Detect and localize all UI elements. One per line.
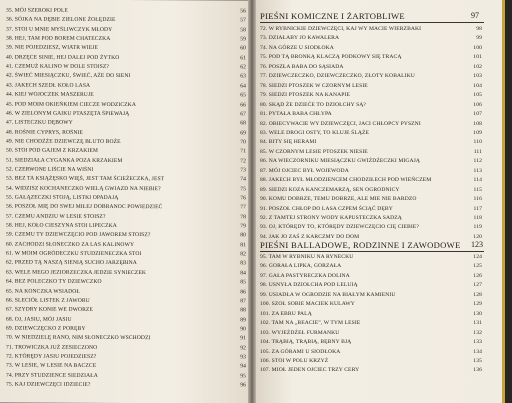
toc-entry [256, 311, 502, 319]
toc-entry-page: 66 [240, 101, 246, 108]
toc-entry [256, 168, 502, 176]
toc-entry-title: 102. TAM NA „BEACIE”, W TYM LESIE [260, 320, 361, 327]
section-heading-comic: PIEŚNI KOMICZNE I ŻARTOBLIWE [260, 11, 405, 21]
toc-entry-title: 73. W LESIE, W LESIE NA BACZCE [6, 362, 97, 370]
toc-entry [256, 121, 502, 129]
toc-entry [0, 82, 248, 91]
toc-entry-page: 124 [473, 254, 482, 260]
toc-entry-page: 119 [473, 224, 482, 231]
toc-entry-page: 67 [240, 111, 246, 118]
toc-entry-title: 58. HEJ, KOŁO CIESZYNA STOI LIPECZKA [6, 222, 117, 230]
left-page [0, 0, 248, 403]
toc-entry-page: 114 [473, 177, 482, 184]
toc-entry-title: 88. JAKECH BYŁ MŁODZIENCEM CHODZIŁECH POD WIEŃCZEM [260, 177, 432, 184]
toc-entry-page: 72 [240, 157, 246, 165]
toc-entry [0, 213, 248, 222]
toc-entry-page: 79 [240, 223, 246, 230]
toc-entry-page: 91 [240, 335, 246, 342]
toc-entry-page: 120 [473, 233, 482, 240]
toc-entry [0, 157, 248, 166]
toc-entry-title: 54. WIDZISZ KOCHANECZKO WIELĄ GWIAZD NA NIEBIE? [6, 185, 161, 192]
toc-entry-page: 107 [473, 111, 482, 118]
toc-entry-page: 61 [240, 55, 246, 62]
toc-entry-page: 118 [473, 215, 482, 221]
toc-entry-title: 96. GORAŁA LIPKA, GORZAŁA [260, 263, 342, 270]
toc-entry-page: 126 [473, 272, 482, 279]
section-page-ballad: 123 [471, 240, 483, 249]
toc-entry [256, 102, 502, 110]
toc-entry [0, 372, 248, 381]
toc-entry-title: 91. POSZOŁ CHŁOP DO LASA CZPEM ŚCIĄĆ DĘBY [260, 205, 393, 212]
toc-entry [0, 92, 248, 101]
toc-entry-title: 64. BEZ POLECZKO TY DZIEWCZKO [6, 278, 102, 286]
toc-entry-page: 80 [240, 232, 246, 239]
toc-entry-page: 86 [240, 288, 246, 295]
toc-entry-page: 129 [473, 301, 482, 308]
toc-entry [256, 263, 502, 271]
toc-entry [256, 292, 502, 300]
toc-entry-title: 86. NA WIECZORNIKU MIESIĄCZKU GWIŻDŻECZKI MIGAJĄ [260, 158, 421, 165]
toc-entry-page: 60 [240, 45, 246, 52]
toc-entry-page: 109 [473, 129, 482, 136]
toc-entry [256, 215, 502, 223]
toc-entry [0, 325, 248, 334]
section-page-comic: 97 [471, 11, 479, 20]
toc-entry-page: 90 [240, 326, 246, 333]
toc-entry-page: 133 [473, 339, 482, 346]
right-page [256, 0, 502, 403]
toc-entry-title: 67. SZYDRY KONIE WE DWORZE [6, 306, 93, 314]
toc-entry [0, 129, 248, 138]
toc-entry-title: 65. NA KONCZKA WSIADOŁ [6, 288, 80, 295]
toc-entry-title: 45. POD MOIM OKIEŃKIEM CIECZE WODZICZKA [6, 101, 136, 108]
toc-entry-title: 92. Z TAMTEJ STRONY WODY KAPUSTECZKA SADZĄ [260, 215, 402, 221]
toc-entry [0, 269, 248, 278]
toc-entry-title: 101. ZA EBRU PALĄ [260, 310, 312, 317]
toc-entry-title: 76. POSZŁA BABA DO SĄSIADA [260, 63, 344, 70]
toc-entry-title: 55. GAŁĄZECZKI STOJĄ, LISTKI OPADAJĄ [6, 194, 119, 201]
toc-entry [256, 111, 502, 119]
toc-entry-page: 96 [240, 382, 246, 389]
toc-entry-page: 62 [240, 64, 246, 71]
toc-entry [0, 36, 248, 45]
toc-entry-page: 76 [240, 195, 246, 202]
toc-entry-page: 99 [476, 35, 482, 42]
toc-entry-title: 52. CZERWONE LIŚCIE NA WIŚNI [6, 166, 94, 173]
toc-entry [0, 288, 248, 297]
book-cover-edge [502, 0, 512, 403]
toc-entry [0, 101, 248, 110]
toc-entry-page: 101 [473, 54, 482, 61]
toc-entry [0, 354, 248, 363]
toc-entry [256, 64, 502, 72]
toc-entry-title: 37. STOI U MNIE MYŚLIWCZYK MŁODY [6, 26, 113, 33]
toc-entry-title: 104. TRĄBIĄ, TRĄBIĄ, BĘBNY BJĄ [260, 339, 352, 346]
toc-entry [256, 187, 502, 195]
toc-entry [0, 73, 248, 82]
toc-entry [0, 138, 248, 147]
toc-entry-page: 104 [473, 82, 482, 89]
toc-entry [0, 195, 248, 204]
section-heading-ballad: PIEŚNI BALLADOWE, RODZINNE I ZAWODOWE [260, 240, 461, 250]
toc-entry-page: 84 [240, 270, 246, 277]
toc-entry-title: 69. DZIEWCZĘCKO Z PORĘBY [6, 325, 86, 332]
toc-entry-page: 128 [473, 291, 482, 298]
toc-entry-title: 47. LISTECZKU DĘBOWY [6, 119, 73, 127]
toc-entry [256, 206, 502, 214]
toc-entry [0, 148, 248, 157]
toc-entry [0, 251, 248, 260]
toc-entry [0, 232, 248, 241]
toc-entry-page: 65 [240, 92, 246, 99]
toc-entry-title: 98. USNYŁA DZIOŁCHA POD LELUIĄ [260, 282, 358, 289]
toc-entry [256, 349, 502, 357]
toc-entry [0, 54, 248, 63]
toc-entry [0, 241, 248, 250]
toc-entry [256, 282, 502, 290]
toc-entry [0, 335, 248, 344]
toc-entry-title: 99. USIADŁA W OGRODZIE NA BIAŁYM KAMIENIU [260, 291, 396, 298]
toc-entry [256, 73, 502, 81]
toc-entry-title: 41. CZEMUŻ KALINO W DOLE STOISZ? [6, 63, 109, 71]
toc-entry-title: 75. POD TĄ BRONKĄ KLACZĄ PODKOWY SIĘ TRACĄ [260, 54, 402, 61]
toc-entry [0, 185, 248, 194]
toc-entry [0, 110, 248, 119]
toc-entry-title: 103. WYJEŻDŻEŁ FURMANKU [260, 329, 340, 336]
toc-entry-page: 81 [240, 242, 246, 249]
toc-entry [256, 139, 502, 147]
toc-entry-page: 134 [473, 348, 482, 355]
toc-entry [0, 167, 248, 176]
toc-entry [256, 254, 502, 262]
toc-entry [0, 204, 248, 213]
toc-entry-title: 100. SZOŁ SOBIE MACIEK KULAWY [260, 301, 355, 308]
toc-entry-page: 113 [473, 167, 482, 174]
toc-entry-title: 57. CZEMU ANDZIU W LESIE STOISZ? [6, 213, 106, 220]
toc-entry-page: 56 [240, 8, 246, 15]
toc-entry-title: 53. BEZ TA KSIĄŻĘSKO WIĘŚ, JEST TAM ŚCIEŻECZKA, JEST [6, 175, 165, 183]
toc-entry-page: 116 [473, 196, 482, 203]
toc-entry-title: 50. STOI POD GAJEM Z KRZAKIEM [6, 147, 98, 155]
toc-entry-page: 115 [473, 186, 482, 193]
toc-entry-title: 97. GAŁA PASTYRECZKA DOLINA [260, 272, 350, 279]
toc-entry-page: 105 [473, 92, 482, 99]
toc-entry-title: 72. KTÓRĘDY JASIU POJEDZIESZ? [6, 353, 97, 360]
toc-entry-page: 131 [473, 320, 482, 327]
toc-entry-page: 64 [240, 83, 246, 90]
toc-entry-title: 73. DZIAŁABY JO KAWALERA [260, 35, 340, 42]
book-gutter [248, 0, 256, 403]
toc-entry-title: 107. MIOŁ JEDEN OJCIEC TRZY CERY [260, 367, 360, 374]
toc-entry-title: 74. NA GÓRZE U SIODŁOKA [260, 44, 334, 51]
toc-entry [256, 367, 502, 375]
top-rule [260, 22, 484, 23]
toc-entry-title: 46. W ZIELONYM GAIKU PTASZĘTA ŚPIEWAJĄ [6, 110, 130, 117]
toc-entry-page: 112 [473, 158, 482, 165]
toc-entry [0, 297, 248, 306]
toc-entry [256, 339, 502, 347]
toc-entry-title: 95. TAM W RYBNIKU NA RYNECKU [260, 254, 354, 260]
toc-entry-title: 72. W RYBNICKIE DZIEWCZĘCI, KAJ WY MACIE WIERZBAKI [260, 26, 422, 32]
toc-entry-page: 110 [473, 139, 482, 146]
toc-entry-page: 94 [240, 363, 246, 370]
toc-entry [256, 320, 502, 328]
toc-entry-page: 103 [473, 73, 482, 80]
toc-entry-page: 135 [473, 357, 482, 364]
toc-entry-page: 130 [473, 310, 482, 317]
toc-entry-title: 51. SIEDZIAŁA CYGANKA POZA KRZAKIEM [6, 157, 123, 164]
toc-entry [0, 176, 248, 185]
toc-entry-title: 84. BITY SIĘ HERAMI [260, 139, 317, 146]
toc-entry-page: 87 [240, 298, 246, 305]
toc-entry [256, 130, 502, 138]
toc-entry [0, 316, 248, 325]
toc-entry [256, 196, 502, 204]
toc-entry [0, 260, 248, 269]
toc-entry-title: 71. TROWICZKA JUŻ ZESIECZONO [6, 344, 98, 351]
toc-entry [256, 83, 502, 91]
toc-entry-title: 75. KAJ DZIEWCZĘCI IDZIECIE? [6, 381, 91, 388]
toc-entry-title: 48. ROŚNIE CYPRYS, ROŚNIE [6, 129, 83, 136]
toc-entry [256, 224, 502, 232]
toc-entry-title: 59. CZEMU TY DZIEWCZĘCIO POD JAWOREM STOISZ? [6, 231, 151, 239]
toc-entry-title: 61. W MOIM OGRÓDECZKU STUDZIENECZKA STOI [6, 250, 142, 258]
toc-entry-title: 89. SIEDZI KOZA KANCZEMARZĄ, SEN OGRODNICY [260, 186, 400, 193]
toc-entry-title: 42. ŚWIEĆ MIESIĄCZKU, ŚWIEĆ, AŻE DO SIENI [6, 73, 131, 80]
toc-entry-page: 70 [240, 139, 246, 146]
toc-entry-page: 78 [240, 214, 246, 221]
toc-entry-title: 38. HEJ, TAM POD BOREM CHATECZKA [6, 35, 111, 42]
toc-entry-title: 66. SLECIÓŁ LISTEK Z JAWORU [6, 297, 90, 304]
toc-entry [0, 26, 248, 35]
toc-entry [256, 45, 502, 53]
toc-entry-title: 105. ZA GÓRAMI U SIODŁOKA [260, 348, 341, 355]
toc-entry-page: 102 [473, 63, 482, 70]
toc-entry-page: 83 [240, 260, 246, 267]
toc-entry-title: 44. KIEJ WOJOCZEK MASZERUJE [6, 91, 94, 99]
toc-entry-title: 62. PRZED TĄ NASZĄ SIENIĄ SUCHO JARZĘBINA [6, 260, 137, 267]
toc-entry-title: 83. WELE DROGI OSTY, TO KLUJE ŚLĄŻE [260, 129, 370, 136]
toc-entry-title: 82. OBIECYWACIE WY DZIEWCZĘCI, JACI CHŁOPCY PYSZNI [260, 120, 421, 127]
toc-entry [0, 17, 248, 26]
toc-entry-page: 82 [240, 251, 246, 258]
toc-entry [256, 54, 502, 62]
toc-entry-page: 98 [476, 26, 482, 32]
toc-entry [256, 358, 502, 366]
toc-entry-page: 125 [473, 263, 482, 270]
toc-entry-title: 63. WELE MEGO JEZIORZECZKA JEDZIE SYNIECZEK [6, 269, 146, 276]
toc-entry-title: 49. NIE CHODŹŻE DZIEWCZĘ BLUTO BOŻE [6, 138, 121, 145]
toc-entry-page: 71 [240, 148, 246, 155]
toc-entry [0, 64, 248, 73]
toc-entry-page: 59 [240, 36, 246, 43]
toc-entry-title: 70. W NIEDZIELĘ RANO, NIM SŁONECZKO WSCHODZI [6, 334, 151, 342]
toc-entry-page: 136 [473, 367, 482, 374]
toc-entry [256, 149, 502, 157]
toc-entry-title: 43. JAKECH SZEDŁ KOŁO LASA [6, 82, 91, 89]
toc-entry-title: 40. DRZĘCE SINIE, HEJ DALEJ POD ŻYTKO [6, 54, 120, 61]
toc-entry [256, 330, 502, 338]
toc-entry [0, 45, 248, 54]
toc-entry [256, 177, 502, 185]
toc-entry-page: 58 [240, 27, 246, 34]
toc-entry-title: 93. OJ, KTÓRĘDY TO, KTÓRĘDY DZIEWCZĘCIO CIĘ CIEBIE? [260, 224, 419, 231]
toc-entry-title: 60. ZACHODZI SŁONECZKO ZA LAS KALINOWY [6, 241, 135, 248]
toc-entry [0, 382, 248, 391]
toc-entry-title: 90. KOMU DOBRZE, TEMU DOBRZE, ALE MIE NIE BARDZO [260, 196, 417, 203]
toc-entry-title: 68. OJ, JASIU, MÓJ JASIU [6, 316, 72, 323]
toc-entry-title: 36. SÓJKA NA DĘBIE ZIELONE ŻOŁĘDZIE [6, 16, 116, 24]
toc-entry [0, 120, 248, 129]
toc-entry [0, 307, 248, 316]
toc-entry [256, 92, 502, 100]
toc-entry-title: 77. DZIEWCZECZKO, DZIEWCZECZKO, ZŁOTY KOBALIKU [260, 73, 415, 80]
toc-entry-page: 92 [240, 344, 246, 352]
toc-entry [0, 279, 248, 288]
toc-entry-page: 89 [240, 316, 246, 323]
toc-entry-title: 56. POSZOŁ MIĘ DO SWEJ MIŁEJ DOBRANOC POWIEDZIEĆ [6, 203, 163, 211]
toc-entry [0, 344, 248, 353]
toc-entry-title: 35. MÓJ SZEROKI POLE [6, 7, 68, 14]
toc-entry-page: 106 [473, 101, 482, 108]
toc-entry-page: 68 [240, 120, 246, 127]
toc-entry [0, 363, 248, 372]
toc-entry-page: 100 [473, 44, 482, 51]
toc-entry [0, 223, 248, 232]
toc-entry-title: 87. MÓJ OJCIEC BYŁ WOJEWODA [260, 167, 349, 174]
toc-entry-page: 77 [240, 204, 246, 211]
toc-entry-title: 106. STOI W POLU KRZYŻ [260, 357, 329, 364]
toc-entry-title: 85. W CZORNYM LESIE PTOSZEK NIESIE [260, 148, 368, 155]
toc-entry-page: 111 [473, 148, 482, 155]
toc-entry-page: 88 [240, 307, 246, 314]
toc-entry-page: 63 [240, 73, 246, 80]
toc-entry-page: 57 [240, 17, 246, 24]
toc-entry-title: 80. SKĄD ŻE DZIEĆE TO DZIOŁCHY SĄ? [260, 101, 366, 108]
toc-entry-title: 94. JAK JO ZAŚ Z KARCZMY DO DOM [260, 233, 360, 240]
toc-entry-page: 73 [240, 167, 246, 174]
toc-entry-title: 78. SIEDZI PTOSZEK W CZORNYM LESIE [260, 82, 368, 89]
toc-entry-page: 127 [473, 282, 482, 289]
toc-entry [256, 301, 502, 309]
toc-entry-title: 39. NIE POJEDZIESZ, WIATR WIEJE [6, 44, 99, 52]
toc-entry-page: 69 [240, 129, 246, 136]
toc-entry [256, 158, 502, 166]
toc-entry [256, 273, 502, 281]
toc-entry-title: 79. SIEDZI PTOSZEK NA KANAPIE [260, 92, 350, 99]
toc-entry-page: 117 [473, 205, 482, 212]
toc-entry-page: 95 [240, 373, 246, 380]
toc-entry-page: 85 [240, 279, 246, 286]
toc-entry-page: 75 [240, 186, 246, 193]
section-rule [260, 251, 484, 252]
toc-entry-title: 74. PRZY STUDZIENCE SIEDZIAŁA [6, 372, 98, 379]
toc-entry [256, 26, 502, 34]
toc-entry-title: 81. PYTAŁA BABA CHŁYPA [260, 111, 332, 118]
toc-entry-page: 132 [473, 329, 482, 336]
toc-entry-page: 93 [240, 354, 246, 361]
toc-entry-page: 108 [473, 120, 482, 127]
toc-entry [0, 8, 248, 17]
toc-entry [256, 35, 502, 43]
toc-entry-page: 74 [240, 176, 246, 183]
